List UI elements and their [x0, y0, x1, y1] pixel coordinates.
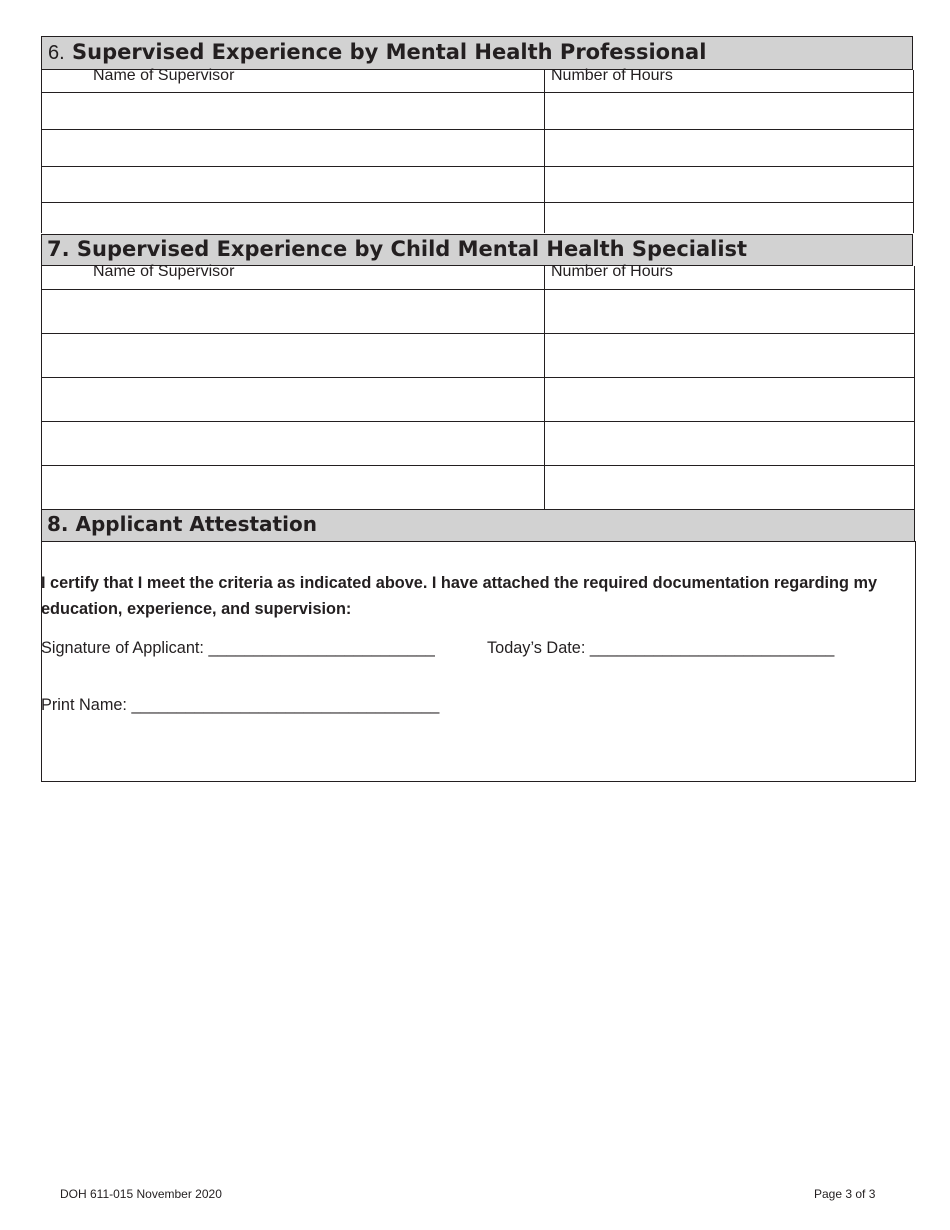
section-8-header	[41, 509, 915, 542]
table-border	[914, 266, 915, 509]
certification-statement: I certify that I meet the criteria as indicated above. I have attached the required documentation regarding my education, experience, and supervision:	[41, 574, 877, 618]
hours-cell[interactable]	[545, 130, 913, 166]
hours-cell[interactable]	[545, 203, 913, 233]
section-8-title: 8. Applicant Attestation	[47, 512, 317, 536]
section-7-header	[41, 234, 913, 266]
signature-field[interactable]: Signature of Applicant: _________________________	[41, 639, 435, 657]
form-id-footer: DOH 611-015 November 2020	[60, 1187, 222, 1201]
section-6-title: Supervised Experience by Mental Health Professional	[72, 40, 707, 64]
hours-cell[interactable]	[545, 334, 914, 377]
supervisor-name-cell[interactable]	[42, 334, 544, 377]
supervisor-name-cell[interactable]	[42, 130, 544, 166]
section-7-table	[41, 263, 915, 509]
section-6-table	[41, 67, 913, 233]
supervisor-name-cell[interactable]	[42, 378, 544, 421]
hours-cell[interactable]	[545, 378, 914, 421]
supervisor-name-cell[interactable]	[42, 167, 544, 202]
supervisor-name-cell[interactable]	[42, 422, 544, 465]
supervisor-name-cell[interactable]	[42, 466, 544, 509]
hours-cell[interactable]	[545, 466, 914, 509]
date-field[interactable]: Today’s Date: ___________________________	[487, 639, 835, 657]
hours-cell[interactable]	[545, 422, 914, 465]
page-number-footer: Page 3 of 3	[814, 1187, 876, 1201]
hours-cell[interactable]	[545, 167, 913, 202]
section-6-header	[41, 36, 913, 70]
col-header-hours: Number of Hours	[551, 263, 673, 280]
table-border	[913, 70, 914, 233]
section-6-number: 6.	[48, 42, 65, 64]
print-name-field[interactable]: Print Name: __________________________________	[41, 696, 440, 714]
col-header-supervisor: Name of Supervisor	[93, 67, 235, 84]
hours-cell[interactable]	[545, 290, 914, 333]
col-header-supervisor: Name of Supervisor	[93, 263, 235, 280]
supervisor-name-cell[interactable]	[42, 93, 544, 129]
col-header-hours: Number of Hours	[551, 67, 673, 84]
hours-cell[interactable]	[545, 93, 913, 129]
section-7-title: 7. Supervised Experience by Child Mental Health Specialist	[47, 237, 748, 261]
supervisor-name-cell[interactable]	[42, 290, 544, 333]
supervisor-name-cell[interactable]	[42, 203, 544, 233]
